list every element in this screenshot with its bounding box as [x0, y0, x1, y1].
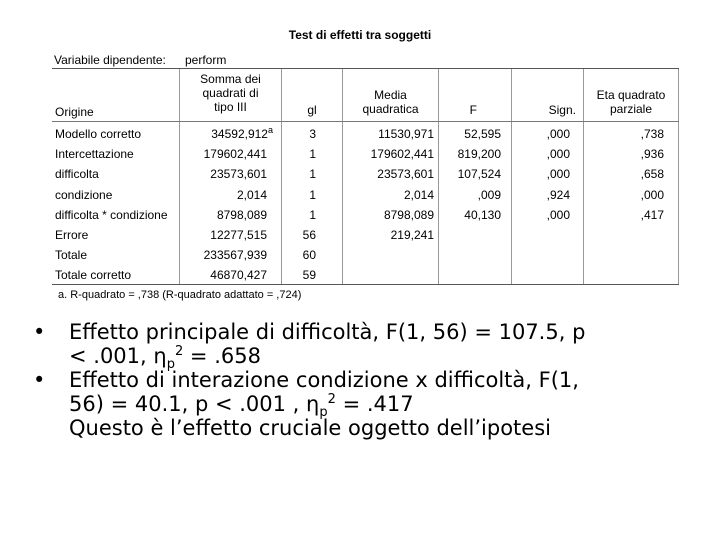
- bullet-item: [33, 368, 713, 440]
- bullet-list: [33, 320, 713, 440]
- table-row: [52, 225, 679, 245]
- cell-ss: 23573,601: [210, 167, 267, 182]
- bullet-line: Effetto di interazione condizione x difficoltà, F(1,: [69, 368, 579, 392]
- row-source: condizione: [55, 187, 113, 202]
- bullet-dot: •: [33, 320, 46, 344]
- bullet-line: Effetto principale di difficoltà, F(1, 56) = 107.5, p: [69, 320, 586, 344]
- dependent-variable: [54, 53, 227, 67]
- row-source: Totale corretto: [55, 268, 132, 283]
- cell-ss: 46870,427: [210, 268, 267, 283]
- footnote-marker: a: [267, 125, 273, 135]
- cell-eta: ,936: [640, 147, 664, 162]
- cell-ms: 219,241: [390, 228, 434, 242]
- bullet-item: [33, 320, 713, 373]
- table-footnote: a. R-quadrato = ,738 (R-quadrato adattato = ,724): [58, 289, 302, 301]
- cell-sig: ,000: [546, 207, 570, 222]
- header-sig: Sign.: [548, 103, 576, 117]
- cell-df: 1: [309, 207, 316, 222]
- header-eta: Eta quadrato parziale: [596, 88, 666, 116]
- table-title: Test di effetti tra soggetti: [288, 28, 432, 42]
- cell-df: 3: [309, 127, 316, 141]
- cell-ss: 8798,089: [216, 207, 267, 222]
- header-df: gl: [307, 103, 317, 117]
- table-row: [52, 245, 679, 265]
- row-source: difficolta: [55, 167, 99, 182]
- anova-table: [52, 68, 679, 285]
- cell-df: 1: [309, 147, 316, 162]
- cell-f: 819,200: [457, 147, 501, 162]
- cell-df: 56: [302, 228, 316, 242]
- cell-df: 59: [302, 268, 316, 283]
- dependent-value: perform: [185, 53, 227, 67]
- cell-ms: 8798,089: [383, 207, 434, 222]
- cell-df: 1: [309, 167, 316, 182]
- cell-f: ,009: [477, 187, 501, 202]
- table-row: [52, 124, 679, 144]
- header-ss: Somma dei quadrati di tipo III: [200, 72, 261, 114]
- table-row: [52, 164, 679, 184]
- cell-ms: 23573,601: [377, 167, 434, 182]
- cell-f: 52,595: [464, 127, 501, 141]
- cell-ss: 34592,912$^a$: [211, 125, 273, 141]
- header-ms: Media quadratica: [362, 88, 419, 116]
- cell-eta: ,000: [640, 187, 664, 202]
- dependent-label: Variabile dipendente:: [54, 53, 166, 67]
- header-f: F: [469, 103, 477, 117]
- cell-sig: ,000: [546, 127, 570, 141]
- cell-sig: ,000: [546, 147, 570, 162]
- header-separator: [52, 121, 679, 122]
- table-row: [52, 205, 679, 225]
- bullet-line: 56) = 40.1, p < .001 , $\eta_p^2 = .417$: [69, 392, 414, 421]
- cell-df: 60: [302, 248, 316, 263]
- table-row: [52, 265, 679, 285]
- cell-df: 1: [309, 187, 316, 202]
- header-origin: Origine: [55, 105, 94, 119]
- cell-ms: 11530,971: [378, 127, 434, 141]
- cell-ms: 179602,441: [370, 147, 434, 162]
- table-row: [52, 144, 679, 164]
- cell-eta: ,738: [640, 127, 664, 141]
- cell-ss: 179602,441: [203, 147, 267, 162]
- cell-eta: ,417: [640, 207, 664, 222]
- cell-sig: ,924: [546, 187, 570, 202]
- cell-ss: 233567,939: [203, 248, 267, 263]
- bullet-dot: •: [33, 368, 46, 392]
- cell-ms: 2,014: [403, 187, 434, 202]
- row-source: Modello corretto: [55, 127, 142, 141]
- cell-ss: 12277,515: [210, 228, 267, 242]
- bullet-line: < .001, $\eta_p^2 = .658$: [69, 344, 261, 373]
- cell-sig: ,000: [546, 167, 570, 182]
- row-source: Intercettazione: [55, 147, 134, 162]
- bullet-line: Questo è l’effetto cruciale oggetto dell’ipotesi: [69, 416, 551, 440]
- cell-ss: 2,014: [236, 187, 267, 202]
- cell-f: 40,130: [464, 207, 501, 222]
- cell-f: 107,524: [457, 167, 501, 182]
- table-row: [52, 185, 679, 205]
- row-source: Totale: [55, 248, 88, 263]
- row-source: difficolta * condizione: [55, 207, 168, 222]
- cell-eta: ,658: [640, 167, 664, 182]
- row-source: Errore: [55, 228, 89, 242]
